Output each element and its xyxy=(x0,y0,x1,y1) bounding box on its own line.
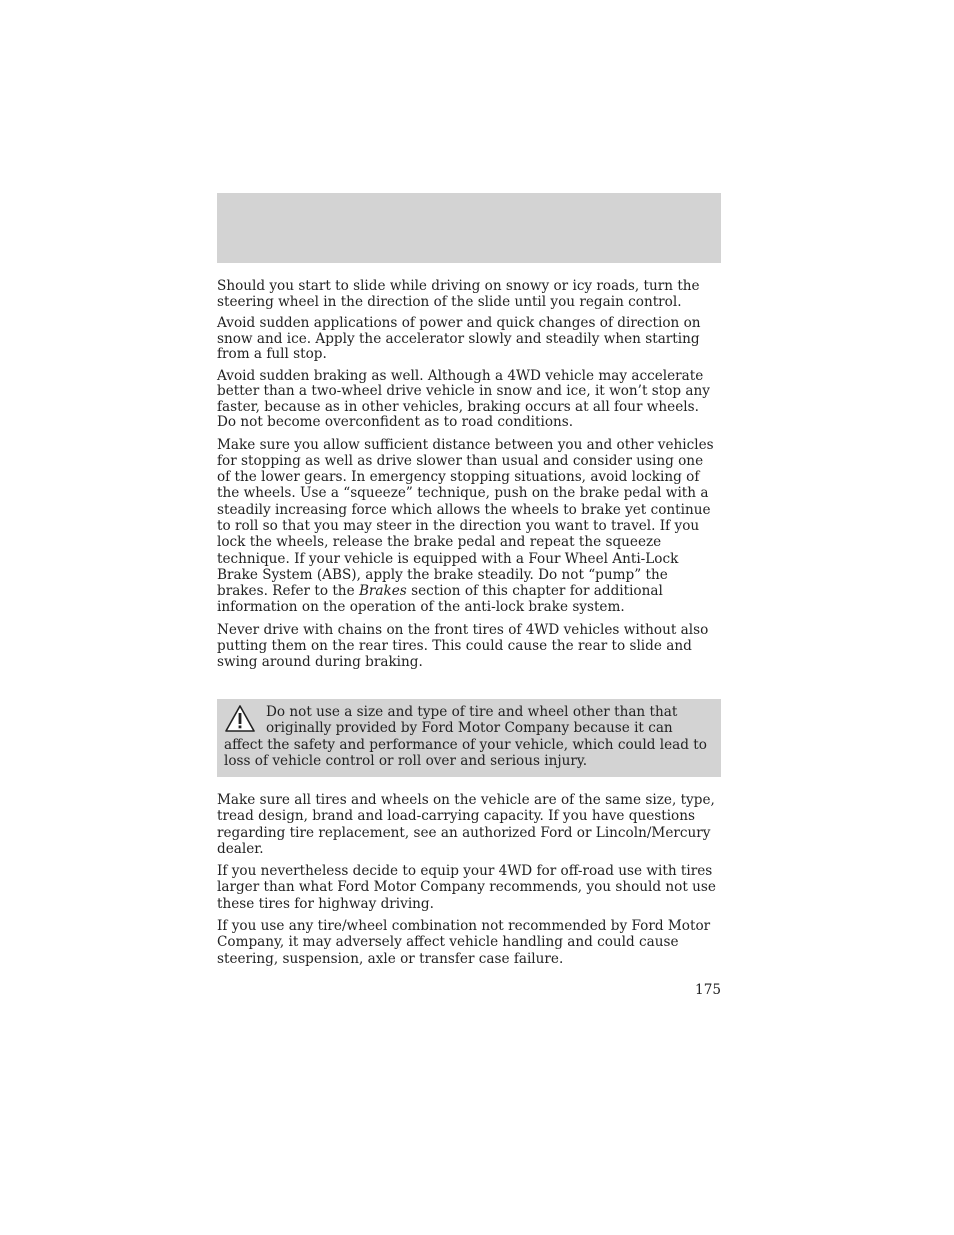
paragraph-larger-tires: If you nevertheless decide to equip your 4WD for off-road use with tires larger than what Ford Motor Company recommends, you should not use these tires for highway driving. xyxy=(217,863,716,912)
body-text-bottom xyxy=(217,792,717,973)
stopping-text-after: section of this chapter for additional information on the operation of the anti-lock brake system. xyxy=(217,583,663,616)
paragraph-avoid-braking: Avoid sudden braking as well. Although a 4WD vehicle may accelerate better than a two-wheel drive vehicle in snow and ice, it won’t stop any faster, because as in other vehicles, braking occurs at all four wheels. Do not become overconfident as to road conditions. xyxy=(217,367,710,430)
paragraph-slide: Should you start to slide while driving on snowy or icy roads, turn the steering wheel in the direction of the slide until you regain control. xyxy=(217,278,700,310)
page-number: 175 xyxy=(695,982,721,998)
paragraph-same-tires: Make sure all tires and wheels on the vehicle are of the same size, type, tread design, brand and load-carrying capacity. If you have questions regarding tire replacement, see an authorized Ford or Lincoln/Mercury dealer. xyxy=(217,792,715,857)
warning-message xyxy=(224,704,714,769)
paragraph-chains: Never drive with chains on the front tires of 4WD vehicles without also putting them on the rear tires. This could cause the rear to slide and swing around during braking. xyxy=(217,621,709,671)
paragraph-avoid-power: Avoid sudden applications of power and quick changes of direction on snow and ice. Apply the accelerator slowly and steadily when starting from a full stop. xyxy=(217,315,701,362)
paragraph-not-recommended: If you use any tire/wheel combination not recommended by Ford Motor Company, it may adversely affect vehicle handling and could cause steering, suspension, axle or transfer case failure. xyxy=(217,918,711,967)
stopping-text-before: Make sure you allow sufficient distance between you and other vehicles for stopping as well as drive slower than usual and consider using one of the lower gears. In emergency stopping situations, avoid locking of the wheels. Use a “squeeze” technique, push on the brake pedal with a steadily increasing force which allows the wheels to brake yet continue to roll so that you may steer in the direction you want to travel. If you lock the wheels, release the brake pedal and repeat the squeeze technique. If your vehicle is equipped with a Four Wheel Anti-Lock Brake System (ABS), apply the brake steadily. Do not “pump” the brakes. Refer to the xyxy=(217,436,714,600)
warning-text: Do not use a size and type of tire and wheel other than that originally provided by Ford Motor Company because it can affect the safety and performance of your vehicle, which could lead to loss of vehicle control or roll over and serious injury. xyxy=(224,704,707,769)
brakes-reference: Brakes xyxy=(358,583,407,600)
section-header-band xyxy=(217,193,721,263)
paragraph-stopping-distance xyxy=(217,437,717,616)
body-text-top xyxy=(217,279,717,677)
warning-box xyxy=(217,699,721,777)
